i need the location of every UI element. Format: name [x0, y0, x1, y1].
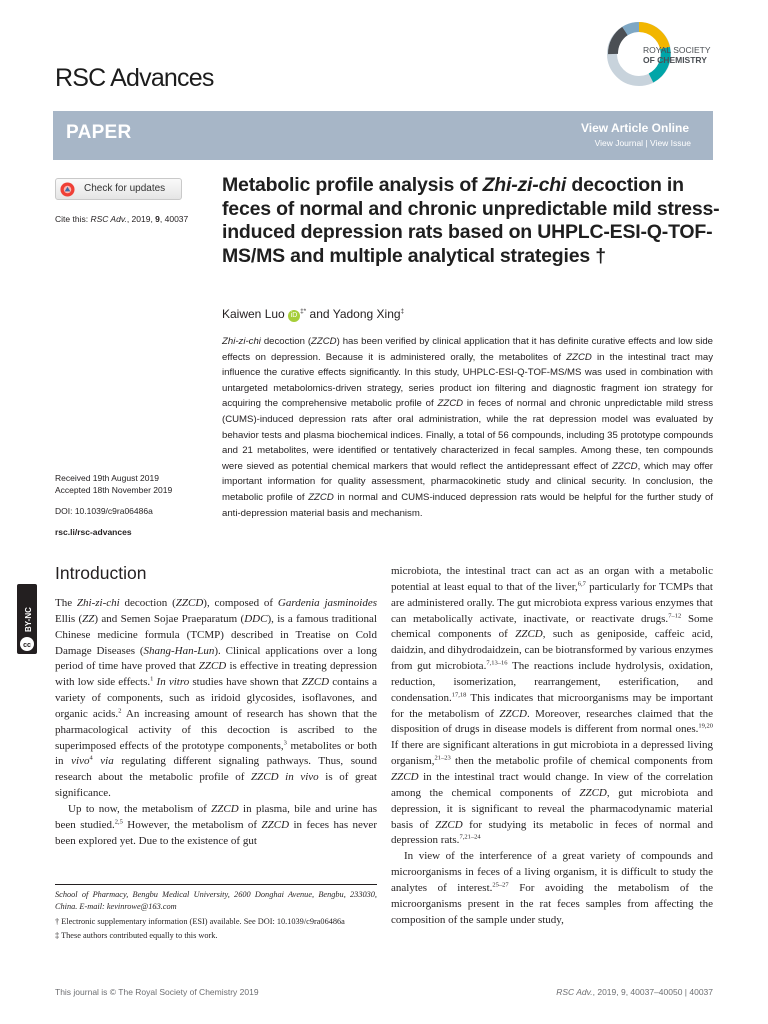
t: particularly for TCMPs that are administered orally. The gut microbiota express various enzymes that can metabolically activate, inactivate, or reactivate drugs. [391, 580, 713, 625]
view-issue-link[interactable]: View Issue [650, 138, 691, 148]
citation-ref[interactable]: 3 [283, 738, 287, 746]
t: ) and Semen Sojae Praeparatum ( [94, 612, 245, 625]
t: in plasma, bile and urine has been studied. [55, 802, 377, 831]
cite-prefix: Cite this: [55, 214, 91, 224]
abs-t: decoction ( [260, 336, 312, 347]
intro-paragraph-2-cont [391, 564, 713, 849]
t: ZZCD [211, 802, 239, 815]
intro-paragraph-2 [55, 802, 377, 850]
check-for-updates-label: Check for updates [84, 183, 166, 194]
t: in the intestinal tract would change. In view of the correlation among the chemical components of [391, 770, 713, 799]
t: ZZCD [301, 676, 330, 689]
t: ZZCD [515, 628, 543, 641]
body-column-right [391, 564, 713, 928]
citation-ref[interactable]: 2,5 [114, 818, 123, 826]
view-links [595, 138, 691, 148]
t: ZZ [82, 612, 95, 625]
citation-ref[interactable]: 7,21–24 [459, 833, 481, 841]
abs-i: Zhi-zi-chi [222, 336, 261, 347]
t: The reactions include hydrolysis, oxidation, reduction, isomerization, rearrangement, esterification, and condensation. [391, 660, 714, 704]
t: in feces has never been explored yet. Due to the existence of gut [55, 818, 377, 847]
t: In vitro [153, 676, 190, 689]
article-type-label: PAPER [66, 122, 132, 143]
citation-ref[interactable]: 7,13–16 [486, 659, 508, 667]
t: metabolites or both in [55, 739, 377, 768]
t: ZZCD [198, 660, 227, 673]
t: ZZCD [499, 707, 527, 720]
t: Some chemical components of [391, 612, 713, 641]
abstract [222, 334, 713, 521]
cite-volume: 9 [155, 214, 160, 224]
t: Ellis ( [55, 612, 83, 625]
abs-i: ZZCD [612, 460, 638, 472]
t: microbiota, the intestinal tract can act as an organ with a metabolic potential at least equal to that of the liver, [391, 565, 713, 593]
t: Zhi-zi-chi [76, 597, 120, 609]
t: In view of the interference of a great variety of compounds and microorganisms in feces of a living organism, it is difficult to study the analytes of interest. [391, 850, 713, 894]
citation-ref[interactable]: 2 [118, 707, 122, 715]
t: via [92, 755, 114, 768]
title-part2: decoction in feces of normal and chronic unpredictable mild stress-induced depression rats based on UHPLC-ESI-Q-TOF-MS/MS and multiple analytical strategies † [222, 174, 720, 267]
citation-ref[interactable]: 17,18 [451, 691, 467, 699]
view-article-online-link[interactable]: View Article Online [580, 121, 689, 135]
footer-rest: , 2019, 9, 40037–40050 | 40037 [592, 987, 713, 997]
abs-t: in feces of normal and chronic unpredictable mild stress (CUMS)-induced depression rats after oral administration, while the rat depression model was evaluated by behavior tests and plasma biochemical indices. Finally, a total of 56 compounds, including 35 prototype compounds and 21 metabolites, were identified or tentatively characterized in fecal samples. Among these, ten compounds were sieved as potential chemical markers that would reflect the antidepressant effect of [222, 398, 713, 472]
citation-ref[interactable]: 1 [150, 675, 154, 683]
t: However, the metabolism of [122, 818, 262, 831]
t: , gut microbiota and depression, it is significant to reveal the pharmacodynamic material basis of [391, 786, 714, 831]
body-column-left [55, 596, 377, 850]
citation-ref[interactable]: 21–23 [434, 754, 451, 762]
abs-i: ZZCD [437, 398, 464, 410]
t: regulating different signaling pathways. Thus, sound research about the metabolic profile of [55, 755, 377, 784]
t: ZZCD in vivo [251, 771, 319, 784]
t: contains a variety of components, such as iridoid glycosides, isoflavones, and organic acids. [55, 676, 377, 720]
logo-text-line2: OF CHEMISTRY [643, 55, 707, 65]
title-part1: Metabolic profile analysis of [222, 174, 483, 196]
article-type-bar [53, 111, 713, 160]
t: , such as geniposide, caffeic acid, daidzin, and dihydrodaidzein, can be biotransformed by various enzymes from gut microbiota. [391, 628, 713, 673]
check-for-updates-button[interactable] [55, 178, 182, 200]
t: ZZCD [579, 786, 607, 799]
t: . Moreover, researches claimed that the disposition of drugs in disease models is different from normal ones. [391, 707, 713, 736]
t: ZZCD [391, 770, 419, 783]
rsc-logo-graphic [603, 18, 728, 86]
footnotes [55, 889, 377, 945]
footnote-equal-contribution: ‡ These authors contributed equally to this work. [55, 931, 218, 941]
citation [55, 214, 188, 224]
author-connector: and [306, 307, 333, 321]
footer-page-info [556, 987, 713, 997]
abs-t: , which may offer important information for quality assessment, pharmacokinetic study and clinical security. In conclusion, the metabolic profile of [222, 460, 713, 503]
citation-ref[interactable]: 19,20 [698, 722, 713, 730]
rsc-logo [603, 18, 728, 86]
t: is of great significance. [55, 771, 377, 800]
cc-license-badge[interactable] [17, 584, 37, 654]
view-journal-link[interactable]: View Journal [594, 138, 644, 148]
cc-by-nc-icon [17, 584, 37, 654]
cite-journal: RSC Adv. [90, 214, 127, 224]
abs-i: ZZCD [311, 336, 337, 347]
abs-t: ) has been verified by clinical application that it has definite curative effects and low side effects on depression. Because it is administered orally, the metabolites of [222, 336, 713, 363]
logo-text-line1: ROYAL SOCIETY [643, 45, 711, 55]
t: If there are significant alterations in gut microbiota in a depressed living organism, [391, 739, 713, 768]
footer-copyright: This journal is © The Royal Society of Chemistry 2019 [55, 987, 259, 997]
abs-t: in the intestinal tract may influence the curative effects significantly. In this study, UHPLC-ESI-Q-TOF-MS/MS was used in combination with untargeted metabolomics-driven strategy, series product ion filtering and diagnostic fragment ion strategy for acquiring the comprehensive metabolic profile of [222, 351, 713, 410]
section-heading-introduction: Introduction [55, 563, 147, 583]
abs-t: in normal and CUMS-induced depression rats would be helpful for the further study of anti-depression material basis and mechanism. [222, 491, 714, 519]
t: ), composed of [203, 597, 278, 609]
t: studies have shown that [189, 676, 302, 689]
t: ZZCD [261, 818, 290, 831]
author1-marks: ‡* [300, 308, 307, 315]
t: then the metabolic profile of chemical components from [450, 755, 713, 768]
t: This indicates that microorganisms may be important for the metabolism of [391, 691, 713, 720]
abs-i: ZZCD [308, 491, 334, 503]
received-date: Received 19th August 2019 [55, 473, 159, 483]
orcid-icon[interactable]: iD [288, 310, 300, 322]
svg-text:BY-NC: BY-NC [24, 607, 33, 632]
t: decoction ( [119, 597, 176, 609]
intro-paragraph-1 [55, 596, 377, 802]
t: is effective in treating depression with low side effects. [55, 660, 377, 689]
t: ). Clinical applications over a long period of time have proved that [55, 644, 377, 673]
t: The [55, 597, 77, 609]
cite-year: , 2019, [126, 214, 156, 224]
journal-title: RSC Advances [55, 64, 214, 92]
footnote-divider [55, 884, 377, 885]
t: ZZCD [175, 597, 204, 609]
t: For avoiding the metabolism of the microorganisms present in the rat feces samples from affecting the composition of the sample under study, [391, 881, 713, 926]
citation-ref[interactable]: 25–27 [492, 881, 509, 889]
authors [222, 307, 404, 322]
citation-ref[interactable]: 6,7 [577, 580, 586, 588]
t: Up to now, the metabolism of [68, 802, 212, 815]
doi[interactable]: DOI: 10.1039/c9ra06486a [55, 506, 153, 516]
t: An increasing amount of research has shown that the pharmacological activity of this decoction is ascribed to the superimposed effects of the prototype components, [55, 707, 378, 752]
t: ZZCD [435, 818, 463, 831]
accepted-date: Accepted 18th November 2019 [55, 485, 173, 495]
citation-ref[interactable]: 4 [89, 754, 93, 762]
abs-i: ZZCD [566, 351, 592, 363]
author2-marks: ‡ [400, 308, 405, 315]
t: for studying its metabolic in feces of normal and depression rats. [391, 818, 713, 847]
t: ), is a famous traditional Chinese medicine formula (TCMP) described in Treatise on Cold Damage Diseases ( [55, 612, 377, 657]
link-separator: | [645, 138, 648, 148]
author-1[interactable]: Kaiwen Luo [222, 307, 285, 321]
intro-paragraph-3 [391, 849, 713, 928]
svg-text:cc: cc [23, 642, 31, 649]
author-2[interactable]: Yadong Xing [332, 307, 401, 321]
cite-page: , 40037 [159, 214, 189, 224]
footnote-esi: † Electronic supplementary information (ESI) available. See DOI: 10.1039/c9ra06486a [55, 916, 345, 926]
crossmark-icon [60, 182, 75, 197]
t: vivo [71, 755, 90, 768]
t: Shang-Han-Lun [143, 644, 215, 657]
article-title [222, 174, 722, 268]
footer-journal: RSC Adv. [556, 987, 593, 997]
footnote-affiliation: School of Pharmacy, Bengbu Medical University, 2600 Donghai Avenue, Bengbu, 233030, China. E-mail: kevinrowe@163.com [55, 890, 377, 912]
t: DDC [244, 612, 268, 625]
t: Gardenia jasminoides [277, 597, 378, 609]
title-italic: Zhi-zi-chi [482, 174, 567, 196]
citation-ref[interactable]: 7–12 [668, 611, 682, 619]
journal-link[interactable]: rsc.li/rsc-advances [55, 527, 132, 537]
